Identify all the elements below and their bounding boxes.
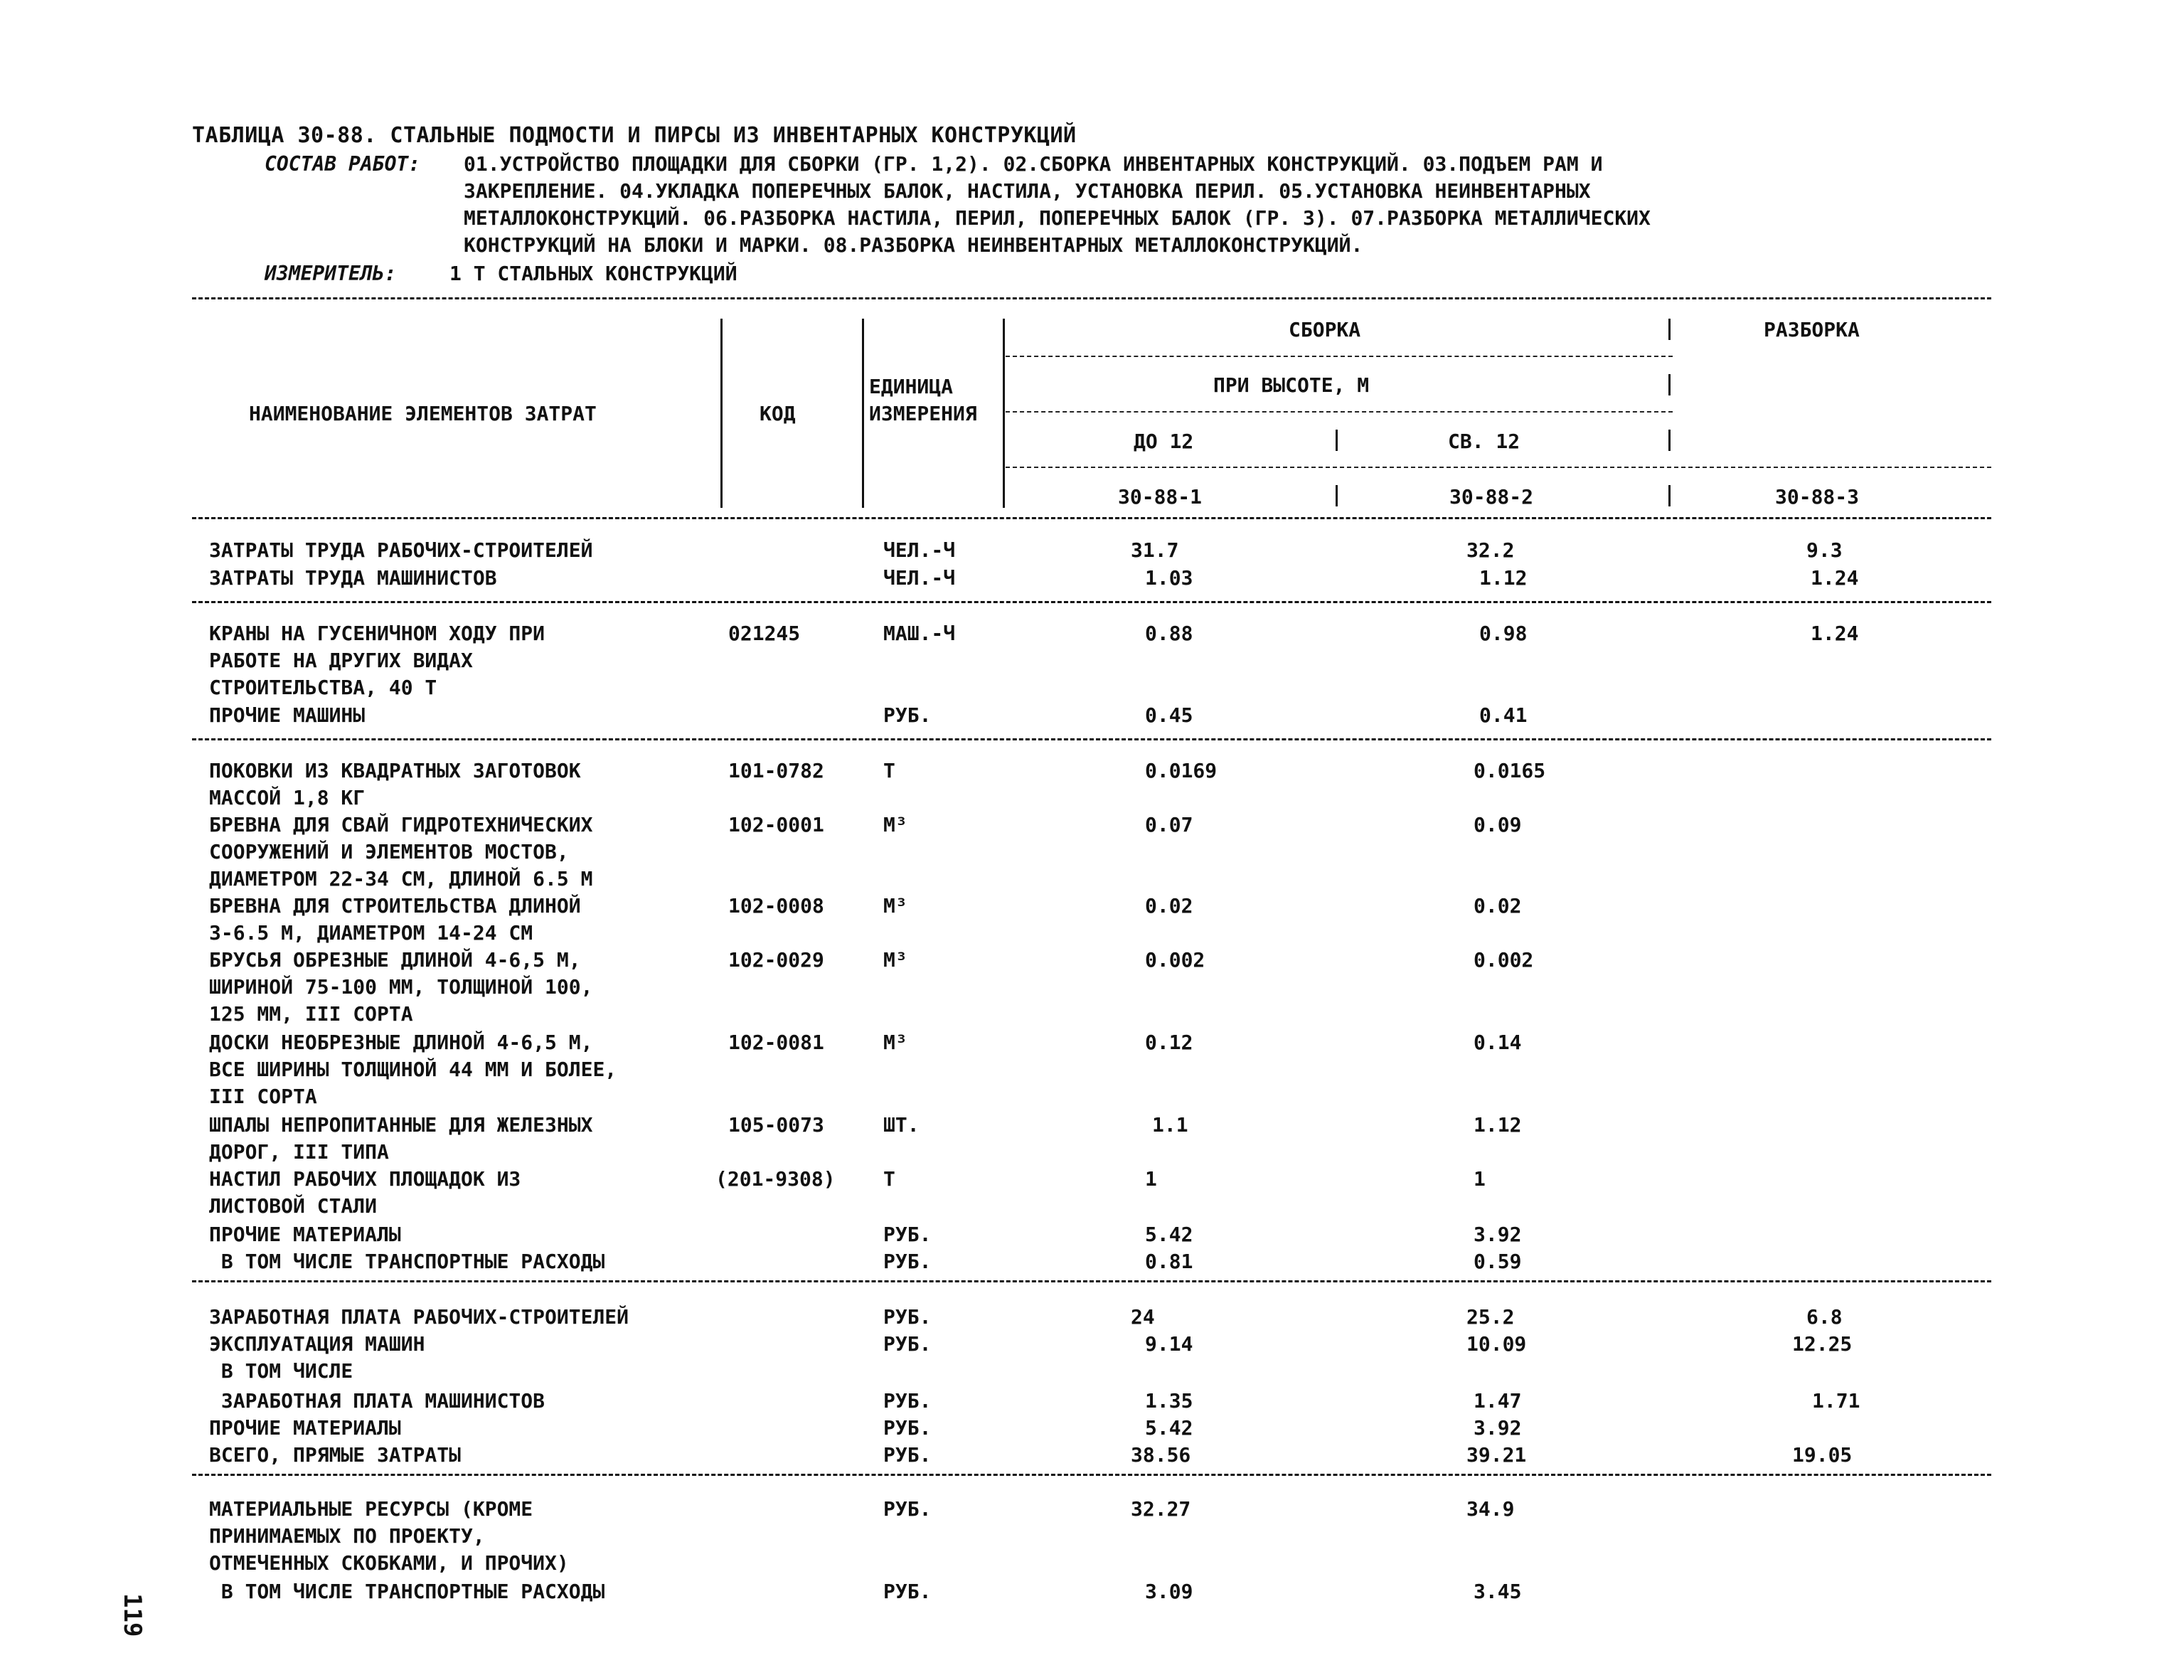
row-unit: РУБ. <box>883 1223 932 1246</box>
row-name: КРАНЫ НА ГУСЕНИЧНОМ ХОДУ ПРИ <box>209 622 545 645</box>
row-v1: 0.88 <box>1145 622 1193 645</box>
header-col1: 30-88-1 <box>1118 485 1203 509</box>
header-divider-3 <box>1003 319 1005 508</box>
row-name: ВСЕ ШИРИНЫ ТОЛЩИНОЙ 44 ММ И БОЛЕЕ, <box>209 1058 617 1081</box>
row-name: СООРУЖЕНИЙ И ЭЛЕМЕНТОВ МОСТОВ, <box>209 840 569 863</box>
row-name: ЗАРАБОТНАЯ ПЛАТА МАШИНИСТОВ <box>209 1389 545 1413</box>
row-v1: 5.42 <box>1145 1223 1193 1246</box>
header-height: ПРИ ВЫСОТЕ, М <box>1213 373 1370 397</box>
header-assembly: СБОРКА <box>1289 318 1361 341</box>
composition-line-3: МЕТАЛЛОКОНСТРУКЦИЙ. 06.РАЗБОРКА НАСТИЛА, ПЕРИЛ, ПОПЕРЕЧНЫХ БАЛОК (ГР. 3). 07.РАЗБОРКА МЕТАЛЛИЧЕСКИХ <box>464 206 1651 230</box>
row-code: 102-0001 <box>728 813 824 836</box>
rule-section-4 <box>192 1474 1991 1476</box>
row-name: ПОКОВКИ ИЗ КВАДРАТНЫХ ЗАГОТОВОК <box>209 759 581 782</box>
row-unit: М³ <box>883 1031 907 1054</box>
row-v1: 1 <box>1145 1167 1157 1191</box>
row-v2: 0.14 <box>1474 1031 1522 1054</box>
composition-label: СОСТАВ РАБОТ: <box>265 152 421 176</box>
row-name: 3-6.5 М, ДИАМЕТРОМ 14-24 СМ <box>209 921 533 945</box>
row-v3: 1.24 <box>1811 622 1859 645</box>
row-code: (201-9308) <box>715 1167 836 1191</box>
row-v1: 0.002 <box>1145 948 1205 972</box>
header-divider-8 <box>1668 430 1671 451</box>
row-unit: МАШ.-Ч <box>883 622 956 645</box>
row-unit: М³ <box>883 813 907 836</box>
header-rule-height <box>1006 411 1673 413</box>
header-name: НАИМЕНОВАНИЕ ЭЛЕМЕНТОВ ЗАТРАТ <box>249 402 597 425</box>
rule-header-bottom <box>192 517 1991 519</box>
row-unit: РУБ. <box>883 1332 932 1356</box>
row-name: ЭКСПЛУАТАЦИЯ МАШИН <box>209 1332 425 1356</box>
header-divider-1 <box>720 319 723 508</box>
row-name: В ТОМ ЧИСЛЕ ТРАНСПОРТНЫЕ РАСХОДЫ <box>209 1250 605 1273</box>
row-v2: 0.0165 <box>1474 759 1546 782</box>
row-v1: 0.81 <box>1145 1250 1193 1273</box>
row-name: МАССОЙ 1,8 КГ <box>209 786 366 809</box>
row-v1: 9.14 <box>1145 1332 1193 1356</box>
row-code: 102-0081 <box>728 1031 824 1054</box>
row-name: ПРОЧИЕ МАШИНЫ <box>209 703 366 727</box>
row-unit: Т <box>883 759 895 782</box>
row-unit: РУБ. <box>883 1580 932 1603</box>
row-v2: 3.92 <box>1474 1223 1522 1246</box>
row-name: СТРОИТЕЛЬСТВА, 40 Т <box>209 676 437 699</box>
header-divider-7 <box>1668 374 1671 395</box>
header-divider-6 <box>1668 319 1671 340</box>
composition-line-2: ЗАКРЕПЛЕНИЕ. 04.УКЛАДКА ПОПЕРЕЧНЫХ БАЛОК, НАСТИЛА, УСТАНОВКА ПЕРИЛ. 05.УСТАНОВКА НЕИНВЕНТАРНЫХ <box>464 179 1591 203</box>
row-name: ПРОЧИЕ МАТЕРИАЛЫ <box>209 1223 401 1246</box>
row-name: В ТОМ ЧИСЛЕ <box>209 1359 353 1383</box>
row-v3: 1.71 <box>1812 1389 1860 1413</box>
composition-line-1: 01.УСТРОЙСТВО ПЛОЩАДКИ ДЛЯ СБОРКИ (ГР. 1,2). 02.СБОРКА ИНВЕНТАРНЫХ КОНСТРУКЦИЙ. 03.ПОДЪЕМ РАМ И <box>464 152 1603 176</box>
header-over12: СВ. 12 <box>1448 430 1520 453</box>
row-name: ДОРОГ, III ТИПА <box>209 1140 389 1164</box>
header-col3: 30-88-3 <box>1775 485 1860 509</box>
row-name: БРЕВНА ДЛЯ СВАЙ ГИДРОТЕХНИЧЕСКИХ <box>209 813 593 836</box>
row-v2: 0.41 <box>1479 703 1528 727</box>
row-v2: 10.09 <box>1466 1332 1527 1356</box>
row-name: ЛИСТОВОЙ СТАЛИ <box>209 1194 378 1218</box>
meter-value: 1 Т СТАЛЬНЫХ КОНСТРУКЦИЙ <box>449 262 737 285</box>
row-unit: РУБ. <box>883 1497 932 1521</box>
row-v2: 0.02 <box>1474 894 1522 918</box>
row-v3: 19.05 <box>1792 1443 1853 1467</box>
row-v3: 6.8 <box>1806 1305 1843 1329</box>
row-unit: РУБ. <box>883 1250 932 1273</box>
row-name: МАТЕРИАЛЬНЫЕ РЕСУРСЫ (КРОМЕ <box>209 1497 533 1521</box>
row-unit: РУБ. <box>883 703 932 727</box>
row-unit: Т <box>883 1167 895 1191</box>
row-name: ЗАРАБОТНАЯ ПЛАТА РАБОЧИХ-СТРОИТЕЛЕЙ <box>209 1305 629 1329</box>
row-v1: 0.07 <box>1145 813 1193 836</box>
row-name: ОТМЕЧЕННЫХ СКОБКАМИ, И ПРОЧИХ) <box>209 1551 569 1575</box>
row-v2: 1.12 <box>1479 566 1528 590</box>
row-unit: ШТ. <box>883 1113 920 1137</box>
row-name: ШИРИНОЙ 75-100 ММ, ТОЛЩИНОЙ 100, <box>209 975 593 999</box>
row-unit: ЧЕЛ.-Ч <box>883 566 956 590</box>
page-number: 119 <box>118 1593 147 1637</box>
header-divider-2 <box>862 319 864 508</box>
row-v1: 0.12 <box>1145 1031 1193 1054</box>
row-name: БРЕВНА ДЛЯ СТРОИТЕЛЬСТВА ДЛИНОЙ <box>209 894 581 918</box>
rule-section-1 <box>192 601 1991 603</box>
row-v1: 1.35 <box>1145 1389 1193 1413</box>
row-name: 125 ММ, III СОРТА <box>209 1002 413 1026</box>
row-unit: ЧЕЛ.-Ч <box>883 538 956 562</box>
header-col2: 30-88-2 <box>1449 485 1534 509</box>
composition-line-4: КОНСТРУКЦИЙ НА БЛОКИ И МАРКИ. 08.РАЗБОРКА НЕИНВЕНТАРНЫХ МЕТАЛЛОКОНСТРУКЦИЙ. <box>464 233 1363 257</box>
row-v1: 32.27 <box>1131 1497 1191 1521</box>
row-v2: 1.12 <box>1474 1113 1522 1137</box>
row-v3: 12.25 <box>1792 1332 1853 1356</box>
row-unit: РУБ. <box>883 1416 932 1440</box>
row-name: РАБОТЕ НА ДРУГИХ ВИДАХ <box>209 649 473 672</box>
header-rule-codes <box>1006 467 1991 468</box>
meter-label: ИЗМЕРИТЕЛЬ: <box>265 262 397 285</box>
row-v1: 31.7 <box>1131 538 1179 562</box>
row-v2: 3.45 <box>1474 1580 1522 1603</box>
row-name: НАСТИЛ РАБОЧИХ ПЛОЩАДОК ИЗ <box>209 1167 521 1191</box>
row-unit: РУБ. <box>883 1389 932 1413</box>
row-v3: 1.24 <box>1811 566 1859 590</box>
row-v1: 5.42 <box>1145 1416 1193 1440</box>
header-unit-1: ЕДИНИЦА <box>869 375 954 398</box>
header-disassembly: РАЗБОРКА <box>1764 318 1860 341</box>
row-name: ЗАТРАТЫ ТРУДА РАБОЧИХ-СТРОИТЕЛЕЙ <box>209 538 593 562</box>
table-title: ТАБЛИЦА 30-88. СТАЛЬНЫЕ ПОДМОСТИ И ПИРСЫ ИЗ ИНВЕНТАРНЫХ КОНСТРУКЦИЙ <box>192 123 1077 148</box>
row-v1: 24 <box>1131 1305 1155 1329</box>
row-name: ШПАЛЫ НЕПРОПИТАННЫЕ ДЛЯ ЖЕЛЕЗНЫХ <box>209 1113 593 1137</box>
header-divider-9 <box>1668 485 1671 506</box>
row-v2: 32.2 <box>1466 538 1515 562</box>
row-code: 102-0029 <box>728 948 824 972</box>
row-name: III СОРТА <box>209 1085 317 1108</box>
row-name: ПРОЧИЕ МАТЕРИАЛЫ <box>209 1416 401 1440</box>
header-upto12: ДО 12 <box>1134 430 1194 453</box>
rule-section-2 <box>192 738 1991 740</box>
header-divider-5 <box>1336 485 1338 506</box>
row-v1: 38.56 <box>1131 1443 1191 1467</box>
row-unit: РУБ. <box>883 1305 932 1329</box>
row-code: 101-0782 <box>728 759 824 782</box>
row-v2: 34.9 <box>1466 1497 1515 1521</box>
row-unit: РУБ. <box>883 1443 932 1467</box>
header-unit-2: ИЗМЕРЕНИЯ <box>869 402 977 425</box>
row-v2: 3.92 <box>1474 1416 1522 1440</box>
header-rule-assembly <box>1006 356 1673 357</box>
row-name: ДИАМЕТРОМ 22-34 СМ, ДЛИНОЙ 6.5 М <box>209 867 593 890</box>
row-v1: 0.02 <box>1145 894 1193 918</box>
row-v1: 0.45 <box>1145 703 1193 727</box>
row-v2: 0.002 <box>1474 948 1534 972</box>
row-v1: 3.09 <box>1145 1580 1193 1603</box>
row-v3: 9.3 <box>1806 538 1843 562</box>
row-name: ЗАТРАТЫ ТРУДА МАШИНИСТОВ <box>209 566 497 590</box>
row-name: ДОСКИ НЕОБРЕЗНЫЕ ДЛИНОЙ 4-6,5 М, <box>209 1031 593 1054</box>
row-name: ВСЕГО, ПРЯМЫЕ ЗАТРАТЫ <box>209 1443 462 1467</box>
row-code: 021245 <box>728 622 801 645</box>
row-v2: 0.09 <box>1474 813 1522 836</box>
row-name: В ТОМ ЧИСЛЕ ТРАНСПОРТНЫЕ РАСХОДЫ <box>209 1580 605 1603</box>
row-name: ПРИНИМАЕМЫХ ПО ПРОЕКТУ, <box>209 1524 485 1548</box>
row-v1: 1.03 <box>1145 566 1193 590</box>
row-v2: 0.59 <box>1474 1250 1522 1273</box>
row-v2: 39.21 <box>1466 1443 1527 1467</box>
row-v2: 0.98 <box>1479 622 1528 645</box>
row-unit: М³ <box>883 894 907 918</box>
row-v2: 1.47 <box>1474 1389 1522 1413</box>
row-v2: 25.2 <box>1466 1305 1515 1329</box>
rule-section-3 <box>192 1280 1991 1282</box>
row-unit: М³ <box>883 948 907 972</box>
header-divider-4 <box>1336 430 1338 451</box>
row-code: 105-0073 <box>728 1113 824 1137</box>
row-code: 102-0008 <box>728 894 824 918</box>
rule-top <box>192 297 1991 299</box>
header-code: КОД <box>760 402 796 425</box>
row-v1: 0.0169 <box>1145 759 1218 782</box>
row-v1: 1.1 <box>1152 1113 1188 1137</box>
row-name: БРУСЬЯ ОБРЕЗНЫЕ ДЛИНОЙ 4-6,5 М, <box>209 948 581 972</box>
row-v2: 1 <box>1474 1167 1486 1191</box>
